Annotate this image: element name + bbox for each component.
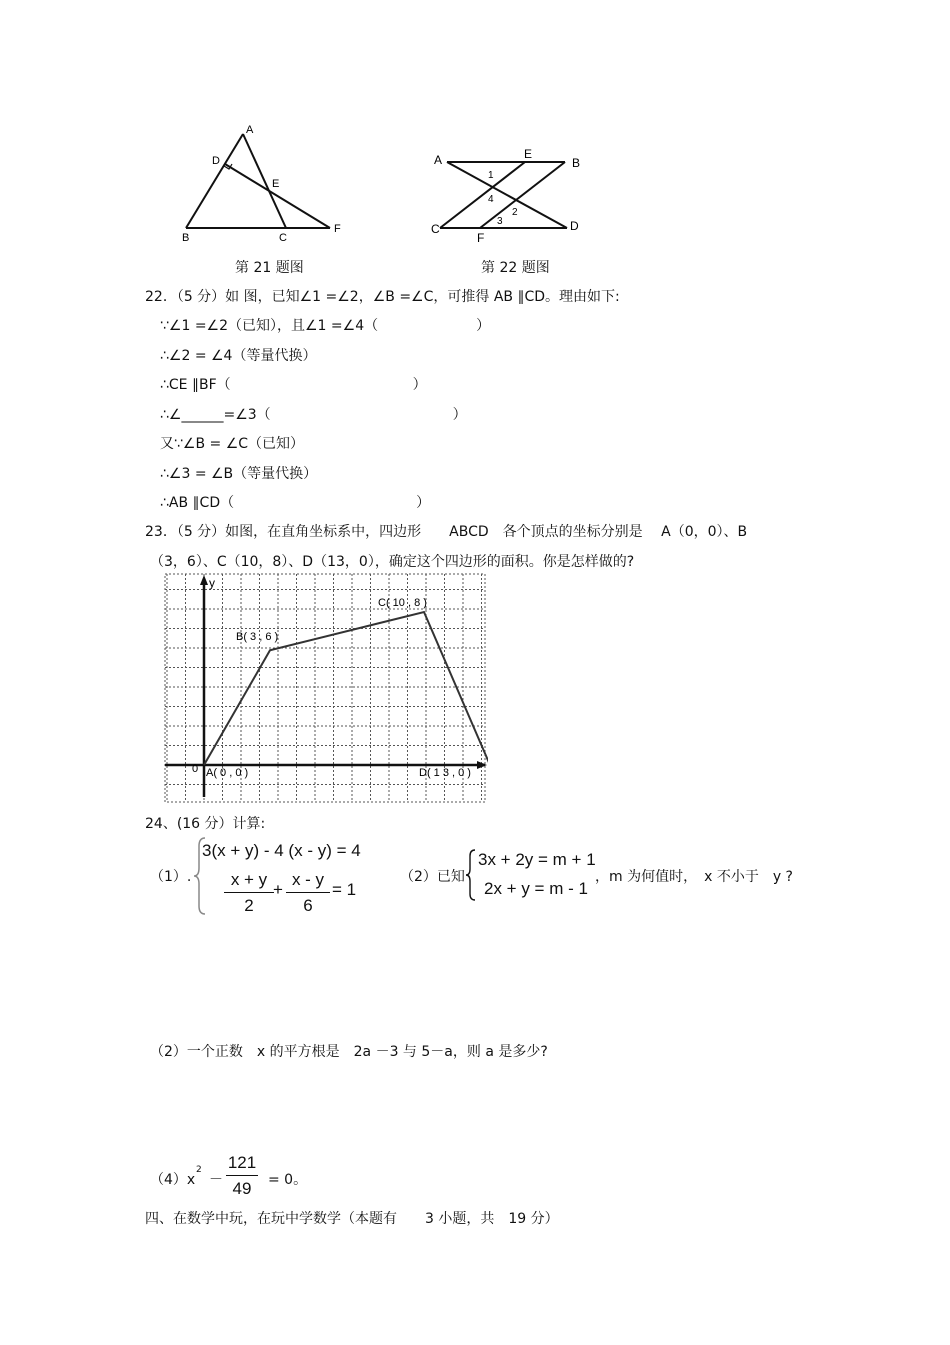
q24-p2-brace [465, 848, 477, 902]
q24-p4-label: （4）x [150, 1172, 196, 1188]
q24-p2-eq2: 2x + y = m - 1 [484, 879, 588, 898]
q23-line-1: 23．（5 分）如图，在直角坐标系中，四边形 ABCD 各个顶点的坐标分别是 A（0，0）、B [145, 524, 748, 540]
q24-p1-eq1: 3(x + y) - 4 (x - y) = 4 [202, 841, 361, 860]
figure-21 [170, 118, 360, 248]
q24-p1-label: （1）. [150, 869, 192, 885]
q24-p2-question: ，m 为何值时， x 不小于 y ? [595, 869, 793, 885]
fig21-caption: 第 21 题图 [235, 260, 304, 276]
fig21-label-b: B [182, 232, 190, 244]
fig21-label-a: A [246, 124, 254, 136]
figure-22 [425, 140, 595, 250]
fig22-caption: 第 22 题图 [481, 260, 550, 276]
q24-p4-frac [226, 1153, 258, 1199]
q24-p2-eq1: 3x + 2y = m + 1 [478, 850, 596, 869]
q22-line-7: ∴AB ∥CD（ ） [160, 495, 431, 511]
q24-stem: 24、(16 分）计算: [145, 816, 266, 832]
fig22-label-e: E [524, 147, 533, 161]
point-label-c: C( 10 , 8 ) [378, 597, 427, 609]
q22-stem: 22．（5 分）如 图，已知∠1 =∠2，∠B =∠C，可推得 AB ∥CD。理由如下: [145, 289, 620, 305]
q23-line-2: （3，6）、C（10，8）、D（13，0），确定这个四边形的面积。你是怎样做的? [150, 554, 635, 570]
q23-coordinate-grid [163, 572, 488, 804]
q22-line-3: ∴CE ∥BF（ ） [160, 377, 427, 393]
fig22-angle-2: 2 [512, 207, 518, 218]
fig22-angle-1: 1 [488, 170, 494, 181]
fig22-label-f: F [477, 231, 485, 245]
q24-p1-num2: x - y [286, 870, 330, 893]
fig21-label-e: E [272, 178, 280, 190]
fig22-label-b: B [572, 156, 581, 170]
q22-line-1: ∵∠1 =∠2（已知），且∠1 =∠4（ ） [160, 318, 491, 334]
q22-line-5: 又∵∠B = ∠C（已知） [160, 436, 305, 452]
axis-label-y: y [209, 576, 215, 590]
section-4-heading: 四、在数学中玩，在玩中学数学（本题有 3 小题，共 19 分） [145, 1211, 559, 1227]
q24-p1-den2: 6 [303, 896, 313, 915]
fig22-label-a: A [434, 153, 443, 167]
point-label-b: B( 3 , 6 ) [236, 631, 279, 643]
q24-p1-num1: x + y [224, 870, 274, 893]
fig22-angle-4: 4 [488, 194, 494, 205]
origin-label: 0 [192, 763, 199, 775]
q24-p1-den1: 2 [244, 896, 254, 915]
q24-p1-rhs: = 1 [332, 880, 357, 899]
fig22-angle-3: 3 [497, 216, 503, 227]
point-label-a: A( 0 , 0 ) [206, 767, 249, 779]
q22-line-6: ∴∠3 = ∠B（等量代换） [160, 466, 318, 482]
q24-p1-frac1 [224, 870, 274, 916]
fig22-label-d: D [570, 219, 579, 233]
q24-p4-rhs: = 0。 [268, 1172, 308, 1188]
fig21-label-c: C [279, 232, 287, 244]
q22-line-4: ∴∠______=∠3（ ） [160, 407, 467, 423]
q24-p4-minus: － [209, 1172, 223, 1188]
q24-p1-frac2 [286, 870, 330, 916]
point-label-d: D( 1 3 , 0 ) [419, 767, 471, 779]
fig21-label-d: D [212, 155, 220, 167]
q24-p1-plus: + [273, 880, 283, 899]
q24-p4-sup: 2 [196, 1165, 202, 1175]
fig22-label-c: C [431, 222, 440, 236]
q24-p4-den: 49 [232, 1179, 252, 1198]
q24-p2-label: （2）已知 [400, 869, 465, 885]
q24-p4-num: 121 [226, 1153, 258, 1176]
fig21-label-f: F [334, 223, 341, 235]
q24-p3: （2）一个正数 x 的平方根是 2a －3 与 5－a，则 a 是多少? [150, 1044, 548, 1060]
q22-line-2: ∴∠2 = ∠4（等量代换） [160, 348, 317, 364]
